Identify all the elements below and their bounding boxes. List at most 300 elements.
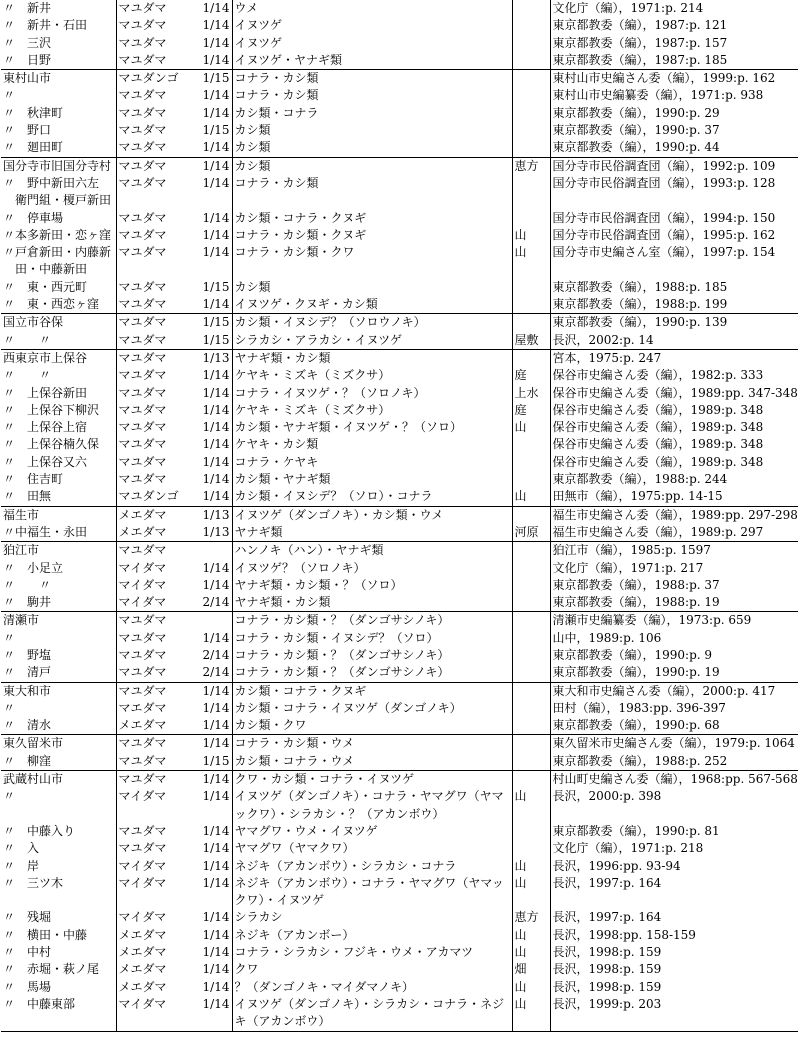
note-cell: 恵方 bbox=[512, 909, 550, 926]
dialect-cell: マユダマ bbox=[116, 542, 194, 560]
place-cell: 〃 東・西元町 bbox=[3, 279, 88, 294]
dialect-cell: マユダマ bbox=[116, 52, 194, 70]
source-cell: 福生市史編さん委（編），1989:p. 297 bbox=[552, 524, 764, 539]
date-cell bbox=[194, 261, 232, 278]
date-cell: 1/13 bbox=[202, 524, 230, 539]
material-cell: シラカシ bbox=[232, 909, 512, 926]
place-cell: 〃 駒井 bbox=[3, 595, 52, 610]
material-cell: カシ類・コナラ・クヌギ bbox=[232, 210, 512, 227]
date-cell: 1/14 bbox=[194, 157, 232, 175]
place-cell: 〃 上保谷新田 bbox=[3, 385, 88, 400]
table-row bbox=[1, 488, 798, 506]
date-cell: 1/15 bbox=[194, 314, 232, 332]
place-cell: 〃 中藤東部 bbox=[1, 996, 116, 1031]
material-cell: カシ類 bbox=[232, 279, 512, 296]
date-cell: 1/15 bbox=[202, 332, 230, 347]
table-row bbox=[1, 87, 798, 104]
table-row bbox=[1, 909, 798, 926]
date-cell bbox=[194, 192, 232, 209]
place-cell: 〃 清戸 bbox=[3, 665, 52, 680]
table-row bbox=[1, 244, 798, 261]
dialect-cell: マユダマ bbox=[116, 87, 194, 104]
table-row bbox=[1, 717, 798, 735]
date-cell: 1/14 bbox=[202, 577, 230, 592]
material-cell: ヤナギ類・カシ類・？（ソロ） bbox=[232, 577, 512, 594]
date-cell: 1/14 bbox=[202, 105, 230, 120]
date-cell: 1/14 bbox=[202, 385, 230, 400]
dialect-cell: マユダマ bbox=[116, 385, 194, 402]
source-cell: 東京都教委（編），1990:p. 139 bbox=[550, 314, 798, 332]
note-cell bbox=[512, 17, 550, 34]
source-cell: 清瀬市史編纂委（編），1973:p. 659 bbox=[550, 612, 798, 630]
place-cell: 〃 bbox=[3, 700, 16, 715]
note-cell bbox=[512, 577, 550, 594]
place-cell: 〃 中藤入り bbox=[3, 823, 76, 838]
dialect-cell: マイダマ bbox=[116, 788, 194, 823]
place-cell: 〃 入 bbox=[3, 841, 40, 856]
date-cell: 1/14 bbox=[202, 52, 230, 67]
dialect-cell: マユダマ bbox=[116, 402, 194, 419]
place-cell: 狛江市 bbox=[1, 542, 116, 560]
table-row bbox=[1, 70, 798, 88]
material-cell: コナラ・カシ類・？（ダンゴサシノキ） bbox=[232, 612, 512, 630]
material-cell: カシ類・ヤナギ類・イヌツゲ・？（ソロ） bbox=[232, 419, 512, 436]
note-cell bbox=[512, 279, 550, 296]
material-cell: コナラ・カシ類 bbox=[232, 175, 512, 192]
date-cell: 1/14 bbox=[202, 210, 230, 225]
date-cell: 1/14 bbox=[194, 771, 232, 789]
material-cell: ネジキ（アカンボウ）・コナラ・ヤマグワ（ヤマックワ）・イヌツゲ bbox=[232, 875, 512, 910]
source-cell: 東大和市史編さん委（編），2000:p. 417 bbox=[550, 682, 798, 700]
source-cell: 東京都教委（編），1988:p. 199 bbox=[552, 297, 728, 312]
material-cell: イヌツゲ？（ソロノキ） bbox=[232, 560, 512, 577]
dialect-cell: マユダマ bbox=[116, 664, 194, 682]
source-cell: 長沢，1998:pp. 158-159 bbox=[552, 927, 696, 942]
place-cell: 〃 新井 bbox=[3, 1, 52, 15]
place-cell: 〃本多新田・恋ヶ窪 bbox=[3, 227, 112, 242]
note-cell bbox=[512, 261, 550, 278]
note-cell: 庭 bbox=[512, 367, 550, 384]
table-row bbox=[1, 385, 798, 402]
dialect-cell: マユダマ bbox=[116, 647, 194, 664]
table-row bbox=[1, 630, 798, 647]
source-cell: 東京都教委（編），1987:p. 157 bbox=[552, 35, 728, 50]
source-cell: 東京都教委（編），1990:p. 68 bbox=[552, 718, 720, 733]
note-cell bbox=[512, 192, 550, 209]
date-cell bbox=[194, 612, 232, 630]
note-cell: 山 bbox=[512, 244, 550, 261]
note-cell bbox=[512, 560, 550, 577]
source-cell: 長沢，1998:p. 159 bbox=[552, 962, 662, 977]
dialect-cell: マエダマ bbox=[116, 700, 194, 717]
date-cell: 1/14 bbox=[202, 875, 230, 890]
dialect-cell: マイダマ bbox=[116, 909, 194, 926]
note-cell bbox=[512, 630, 550, 647]
source-cell: 東京都教委（編），1990:p. 29 bbox=[552, 105, 720, 120]
table-row bbox=[1, 332, 798, 350]
note-cell bbox=[512, 771, 550, 789]
source-cell: 村山町史編さん委（編），1968:pp. 567-568 bbox=[550, 771, 798, 789]
source-cell: 国分寺市民俗調査団（編），1992:p. 109 bbox=[550, 157, 798, 175]
place-cell: 〃 東・西恋ヶ窪 bbox=[3, 297, 100, 312]
table-row bbox=[1, 419, 798, 436]
place-cell: 〃 bbox=[3, 88, 16, 103]
note-cell: 山 bbox=[512, 944, 550, 961]
date-cell: 1/14 bbox=[194, 735, 232, 753]
material-cell: イヌツゲ（ダンゴノキ）・カシ類・ウメ bbox=[232, 506, 512, 524]
note-cell bbox=[512, 105, 550, 122]
place-cell: 〃 上保谷楠久保 bbox=[3, 437, 100, 452]
place-cell: 〃 岸 bbox=[3, 858, 40, 873]
dialect-cell: メエダマ bbox=[116, 524, 194, 542]
source-cell: 保谷市史編さん委（編），1982:p. 333 bbox=[552, 368, 764, 383]
table-row bbox=[1, 647, 798, 664]
source-cell: 福生市史編さん委（編），1989:pp. 297-298 bbox=[550, 506, 798, 524]
place-cell: 〃 三ツ木 bbox=[3, 875, 64, 890]
material-cell: コナラ・カシ類・クワ bbox=[232, 244, 512, 261]
dialect-cell: メエダマ bbox=[116, 506, 194, 524]
table-row bbox=[1, 227, 798, 244]
table-row bbox=[1, 927, 798, 944]
dialect-cell: マユダマ bbox=[116, 349, 194, 367]
date-cell: 1/14 bbox=[202, 560, 230, 575]
material-cell: カシ類・ヤナギ類 bbox=[232, 471, 512, 488]
date-cell: 1/14 bbox=[202, 472, 230, 487]
source-cell: 東村山市史編纂委（編），1971:p. 938 bbox=[552, 88, 764, 103]
place-cell: 〃 残堀 bbox=[3, 910, 52, 925]
note-cell: 山 bbox=[512, 788, 550, 823]
place-cell: 国分寺市旧国分寺村 bbox=[1, 157, 116, 175]
table-row bbox=[1, 858, 798, 875]
note-cell bbox=[512, 52, 550, 70]
source-cell: 東京都教委（編），1990:p. 37 bbox=[552, 123, 720, 138]
place-cell: 〃 野中新田六左 bbox=[3, 175, 100, 190]
date-cell: 1/14 bbox=[202, 858, 230, 873]
place-cell: 〃 〃 bbox=[3, 332, 52, 347]
date-cell: 1/14 bbox=[202, 368, 230, 383]
place-cell: 〃 柳窪 bbox=[3, 753, 52, 768]
material-cell: ネジキ（アカンボー） bbox=[232, 927, 512, 944]
material-cell: ネジキ（アカンボウ）・シラカシ・コナラ bbox=[232, 858, 512, 875]
material-cell: カシ類・コナラ bbox=[232, 105, 512, 122]
note-cell: 上水 bbox=[512, 385, 550, 402]
source-cell: 田無市（編），1975:pp. 14-15 bbox=[552, 489, 723, 504]
date-cell: 1/14 bbox=[202, 1, 230, 15]
note-cell bbox=[512, 175, 550, 192]
place-cell: 〃 日野 bbox=[3, 52, 52, 67]
place-cell: 田・中藤新田 bbox=[3, 262, 88, 277]
material-cell bbox=[232, 192, 512, 209]
table-row bbox=[1, 210, 798, 227]
date-cell: 2/14 bbox=[202, 647, 230, 662]
place-cell: 〃 上保谷上宿 bbox=[3, 420, 88, 435]
source-cell: 東久留米市史編さん委（編），1979:p. 1064 bbox=[550, 735, 798, 753]
material-cell: コナラ・イヌツゲ・？（ソロノキ） bbox=[232, 385, 512, 402]
note-cell bbox=[512, 664, 550, 682]
table-row bbox=[1, 979, 798, 996]
dialect-cell: マユダンゴ bbox=[116, 70, 194, 88]
place-cell: 〃 中村 bbox=[3, 945, 52, 960]
table-row bbox=[1, 454, 798, 471]
dialect-cell: マユダマ bbox=[116, 17, 194, 34]
table-row bbox=[1, 52, 798, 70]
source-cell: 東京都教委（編），1990:p. 19 bbox=[552, 665, 720, 680]
date-cell: 1/14 bbox=[202, 979, 230, 994]
material-cell: ヤナギ類 bbox=[232, 524, 512, 542]
place-cell: 東大和市 bbox=[1, 682, 116, 700]
place-cell: 〃 上保谷又六 bbox=[3, 454, 88, 469]
note-cell bbox=[512, 753, 550, 771]
note-cell bbox=[512, 87, 550, 104]
dialect-cell: マユダマ bbox=[116, 244, 194, 261]
place-cell: 〃 上保谷下柳沢 bbox=[3, 402, 100, 417]
dialect-cell: マユダンゴ bbox=[116, 488, 194, 506]
source-cell: 山中，1989:p. 106 bbox=[552, 630, 662, 645]
material-cell: クワ・カシ類・コナラ・イヌツゲ bbox=[232, 771, 512, 789]
table-row bbox=[1, 875, 798, 910]
date-cell: 1/14 bbox=[202, 245, 230, 260]
table-row bbox=[1, 349, 798, 367]
place-cell: 東村山市 bbox=[1, 70, 116, 88]
dialect-cell: マユダマ bbox=[116, 105, 194, 122]
source-cell: 東京都教委（編），1987:p. 185 bbox=[552, 52, 728, 67]
material-cell: ヤナギ類・カシ類 bbox=[232, 594, 512, 612]
mayudama-table bbox=[1, 0, 798, 1032]
table-row bbox=[1, 0, 798, 17]
dialect-cell: マユダマ bbox=[116, 682, 194, 700]
dialect-cell: マユダマ bbox=[116, 419, 194, 436]
material-cell: ヤナギ類・カシ類 bbox=[232, 349, 512, 367]
place-cell: 東久留米市 bbox=[1, 735, 116, 753]
dialect-cell: マユダマ bbox=[116, 35, 194, 52]
note-cell bbox=[512, 647, 550, 664]
note-cell: 河原 bbox=[512, 524, 550, 542]
note-cell: 恵方 bbox=[512, 157, 550, 175]
date-cell: 1/15 bbox=[202, 123, 230, 138]
dialect-cell: マイダマ bbox=[116, 858, 194, 875]
date-cell: 1/14 bbox=[202, 945, 230, 960]
dialect-cell: メエダマ bbox=[116, 961, 194, 978]
date-cell: 1/14 bbox=[194, 682, 232, 700]
place-cell: 〃中福生・永田 bbox=[3, 524, 88, 539]
place-cell: 〃 赤堀・萩ノ尾 bbox=[3, 962, 100, 977]
table-row bbox=[1, 436, 798, 453]
source-cell bbox=[550, 261, 798, 278]
date-cell bbox=[194, 542, 232, 560]
table-row bbox=[1, 682, 798, 700]
material-cell: イヌツゲ bbox=[232, 35, 512, 52]
source-cell: 東京都教委（編），1987:p. 121 bbox=[552, 18, 728, 33]
place-cell: 〃 〃 bbox=[3, 368, 52, 383]
date-cell: 1/15 bbox=[202, 279, 230, 294]
dialect-cell: マイダマ bbox=[116, 996, 194, 1031]
note-cell: 山 bbox=[512, 488, 550, 506]
material-cell: クワ bbox=[232, 961, 512, 978]
date-cell: 1/14 bbox=[202, 175, 230, 190]
table-row bbox=[1, 612, 798, 630]
note-cell bbox=[512, 454, 550, 471]
table-row bbox=[1, 314, 798, 332]
note-cell bbox=[512, 139, 550, 157]
material-cell: コナラ・カシ類・イヌシデ？（ソロ） bbox=[232, 630, 512, 647]
date-cell: 1/14 bbox=[202, 454, 230, 469]
table-row bbox=[1, 823, 798, 840]
dialect-cell: マイダマ bbox=[116, 560, 194, 577]
material-cell bbox=[232, 261, 512, 278]
place-cell: 〃 新井・石田 bbox=[3, 18, 88, 33]
source-cell: 長沢，1997:p. 164 bbox=[552, 910, 662, 925]
dialect-cell: マユダマ bbox=[116, 314, 194, 332]
material-cell: カシ類・コナラ・イヌツゲ（ダンゴノキ） bbox=[232, 700, 512, 717]
note-cell bbox=[512, 314, 550, 332]
date-cell: 1/14 bbox=[202, 630, 230, 645]
table-row bbox=[1, 840, 798, 857]
dialect-cell bbox=[116, 261, 194, 278]
source-cell: 東京都教委（編），1990:p. 44 bbox=[552, 140, 720, 155]
place-cell: 〃 秋津町 bbox=[3, 105, 64, 120]
place-cell: 〃 廻田町 bbox=[3, 140, 64, 155]
table-row bbox=[1, 735, 798, 753]
place-cell: 〃 横田・中藤 bbox=[3, 927, 88, 942]
material-cell: ケヤキ・ミズキ（ミズクサ） bbox=[232, 367, 512, 384]
source-cell: 文化庁（編），1971:p. 217 bbox=[552, 560, 704, 575]
source-cell: 東京都教委（編），1988:p. 244 bbox=[552, 472, 728, 487]
dialect-cell: マユダマ bbox=[116, 139, 194, 157]
dialect-cell bbox=[116, 192, 194, 209]
dialect-cell: マユダマ bbox=[116, 122, 194, 139]
table-row bbox=[1, 139, 798, 157]
material-cell: コナラ・カシ類・？（ダンゴサシノキ） bbox=[232, 647, 512, 664]
place-cell: 〃 馬場 bbox=[3, 979, 52, 994]
dialect-cell: マユダマ bbox=[116, 823, 194, 840]
material-cell: ヤマグワ（ヤマクワ） bbox=[232, 840, 512, 857]
dialect-cell: マユダマ bbox=[116, 771, 194, 789]
date-cell: 1/15 bbox=[202, 753, 230, 768]
source-cell: 保谷市史編さん委（編），1989:p. 348 bbox=[552, 454, 764, 469]
dialect-cell: マイダマ bbox=[116, 875, 194, 910]
date-cell: 1/14 bbox=[194, 996, 232, 1031]
date-cell: 1/14 bbox=[202, 910, 230, 925]
date-cell: 1/14 bbox=[202, 88, 230, 103]
table-row bbox=[1, 279, 798, 296]
source-cell: 国分寺市民俗調査団（編），1995:p. 162 bbox=[552, 227, 776, 242]
table-row bbox=[1, 524, 798, 542]
place-cell: 〃 bbox=[3, 630, 16, 645]
source-cell: 長沢，1998:p. 159 bbox=[552, 979, 662, 994]
note-cell bbox=[512, 296, 550, 314]
note-cell bbox=[512, 70, 550, 88]
note-cell: 山 bbox=[512, 858, 550, 875]
date-cell: 1/14 bbox=[202, 140, 230, 155]
source-cell: 文化庁（編），1971:p. 218 bbox=[552, 841, 704, 856]
table-row bbox=[1, 542, 798, 560]
dialect-cell: マユダマ bbox=[116, 471, 194, 488]
date-cell: 1/14 bbox=[202, 962, 230, 977]
table-row bbox=[1, 753, 798, 771]
material-cell: ヤマグワ・ウメ・イヌツゲ bbox=[232, 823, 512, 840]
place-cell: 〃 野塩 bbox=[3, 647, 52, 662]
source-cell: 東京都教委（編），1988:p. 252 bbox=[552, 753, 728, 768]
date-cell: 2/14 bbox=[202, 595, 230, 610]
date-cell: 1/14 bbox=[202, 437, 230, 452]
dialect-cell: マユダマ bbox=[116, 735, 194, 753]
source-cell: 保谷市史編さん委（編），1989:p. 348 bbox=[552, 437, 764, 452]
material-cell: シラカシ・アラカシ・イヌツゲ bbox=[232, 332, 512, 350]
material-cell: ケヤキ・カシ類 bbox=[232, 436, 512, 453]
material-cell: ケヤキ・ミズキ（ミズクサ） bbox=[232, 402, 512, 419]
dialect-cell: マユダマ bbox=[116, 332, 194, 350]
table-row bbox=[1, 996, 798, 1031]
dialect-cell: マユダマ bbox=[116, 210, 194, 227]
material-cell: カシ類・イヌシデ？（ソロ）・コナラ bbox=[232, 488, 512, 506]
material-cell: コナラ・カシ類 bbox=[232, 70, 512, 88]
table-row bbox=[1, 577, 798, 594]
table-row bbox=[1, 506, 798, 524]
place-cell: 〃 〃 bbox=[3, 577, 52, 592]
source-cell: 保谷市史編さん委（編），1989:p. 348 bbox=[552, 402, 764, 417]
note-cell bbox=[512, 594, 550, 612]
dialect-cell: メエダマ bbox=[116, 944, 194, 961]
note-cell bbox=[512, 612, 550, 630]
note-cell bbox=[512, 436, 550, 453]
place-cell: 〃 三沢 bbox=[3, 35, 52, 50]
table-row bbox=[1, 961, 798, 978]
note-cell: 庭 bbox=[512, 402, 550, 419]
source-cell: 国分寺市民俗調査団（編），1994:p. 150 bbox=[552, 210, 776, 225]
source-cell: 国分寺市史編さん室（編），1997:p. 154 bbox=[552, 245, 776, 260]
note-cell: 屋敷 bbox=[512, 332, 550, 350]
material-cell: カシ類・コナラ・ウメ bbox=[232, 753, 512, 771]
dialect-cell: マユダマ bbox=[116, 436, 194, 453]
place-cell: 国立市谷保 bbox=[1, 314, 116, 332]
material-cell: カシ類・クワ bbox=[232, 717, 512, 735]
source-cell: 文化庁（編），1971:p. 214 bbox=[552, 1, 704, 15]
place-cell: 〃 停車場 bbox=[3, 210, 64, 225]
source-cell: 長沢，1998:p. 159 bbox=[552, 945, 662, 960]
table-row bbox=[1, 944, 798, 961]
source-cell: 東京都教委（編），1988:p. 37 bbox=[552, 577, 720, 592]
place-cell: 武蔵村山市 bbox=[1, 771, 116, 789]
material-cell: イヌツゲ（ダンゴノキ）・シラカシ・コナラ・ネジキ（アカンボウ） bbox=[232, 996, 512, 1031]
source-cell: 国分寺市民俗調査団（編），1993:p. 128 bbox=[552, 175, 776, 190]
source-cell: 東京都教委（編），1990:p. 9 bbox=[552, 647, 713, 662]
dialect-cell: メエダマ bbox=[116, 979, 194, 996]
date-cell: 1/14 bbox=[202, 823, 230, 838]
table-row bbox=[1, 122, 798, 139]
table-row bbox=[1, 771, 798, 789]
material-cell: コナラ・シラカシ・フジキ・ウメ・アカマツ bbox=[232, 944, 512, 961]
dialect-cell: マユダマ bbox=[116, 296, 194, 314]
table-row bbox=[1, 35, 798, 52]
material-cell: カシ類・イヌシデ？（ソロウノキ） bbox=[232, 314, 512, 332]
dialect-cell: マイダマ bbox=[116, 577, 194, 594]
table-row bbox=[1, 105, 798, 122]
date-cell: 1/14 bbox=[202, 700, 230, 715]
material-cell: ？（ダンゴノキ・マイダマノキ） bbox=[232, 979, 512, 996]
note-cell bbox=[512, 35, 550, 52]
source-cell: 長沢，1997:p. 164 bbox=[552, 875, 662, 890]
dialect-cell: マユダマ bbox=[116, 157, 194, 175]
dialect-cell: マユダマ bbox=[116, 454, 194, 471]
source-cell: 長沢，1996:pp. 93-94 bbox=[552, 858, 681, 873]
table-row bbox=[1, 471, 798, 488]
table-row bbox=[1, 157, 798, 175]
date-cell: 1/14 bbox=[202, 297, 230, 312]
source-cell: 東京都教委（編），1988:p. 19 bbox=[552, 595, 720, 610]
material-cell: ウメ bbox=[232, 0, 512, 17]
source-cell: 東京都教委（編），1988:p. 185 bbox=[552, 279, 728, 294]
table-row bbox=[1, 296, 798, 314]
